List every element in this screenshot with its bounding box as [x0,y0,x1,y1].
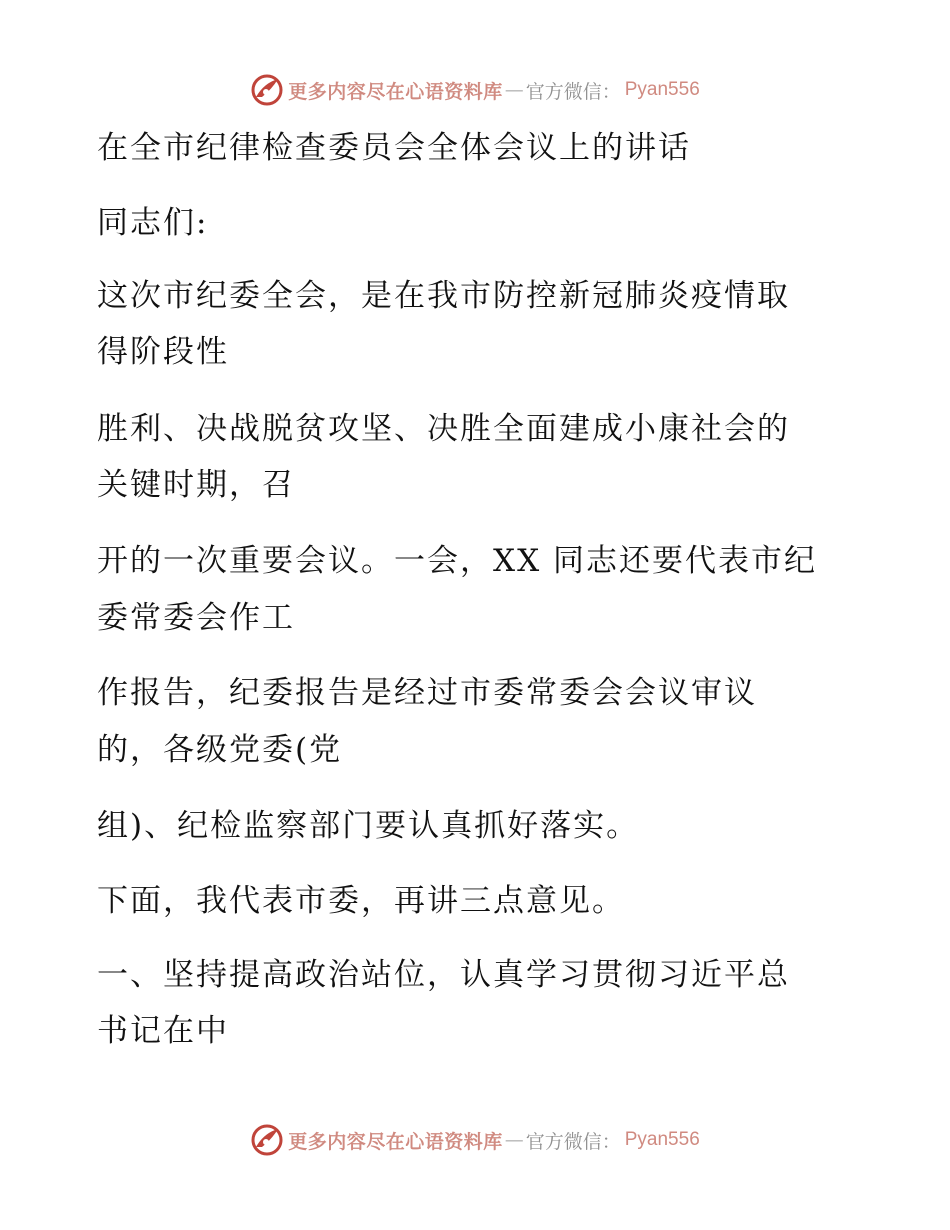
section-heading: 一、坚持提高政治站位，认真学习贯彻习近平总 [97,957,790,993]
paragraph-line: 关键时期，召 [97,467,295,503]
pen-logo-icon [250,1123,284,1157]
watermark-wechat-id: Pyan556 [624,1129,700,1150]
paragraph-line: 书记在中 [97,1013,229,1049]
footer-watermark [0,1120,950,1160]
paragraph-line: 组)、纪检监察部门要认真抓好落实。 [97,808,640,844]
document-title: 在全市纪律检查委员会全体会议上的讲话 [97,130,691,166]
paragraph-line: 这次市纪委全会，是在我市防控新冠肺炎疫情取 [97,278,790,314]
watermark-wechat-label: 官方微信： [525,1130,621,1153]
paragraph-line: 下面，我代表市委，再讲三点意见。 [97,883,625,919]
watermark-separator: — [504,79,524,101]
header-watermark [0,70,950,110]
pen-logo-icon [250,73,284,107]
watermark-brand: 更多内容尽在心语资料库 [288,1130,503,1153]
paragraph-line: 的，各级党委(党 [97,732,343,768]
paragraph-line: 得阶段性 [97,334,229,370]
paragraph-line: 委常委会作工 [97,600,295,636]
paragraph-line: 作报告，纪委报告是经过市委常委会会议审议 [97,675,757,711]
paragraph-line: 开的一次重要会议。一会，XX 同志还要代表市纪 [97,543,817,579]
watermark-wechat-id: Pyan556 [624,79,700,100]
paragraph-line: 胜利、决战脱贫攻坚、决胜全面建成小康社会的 [97,411,790,447]
salutation: 同志们: [97,205,209,241]
watermark-separator: — [504,1129,524,1151]
watermark-brand: 更多内容尽在心语资料库 [288,80,503,103]
watermark-wechat-label: 官方微信： [525,80,621,103]
